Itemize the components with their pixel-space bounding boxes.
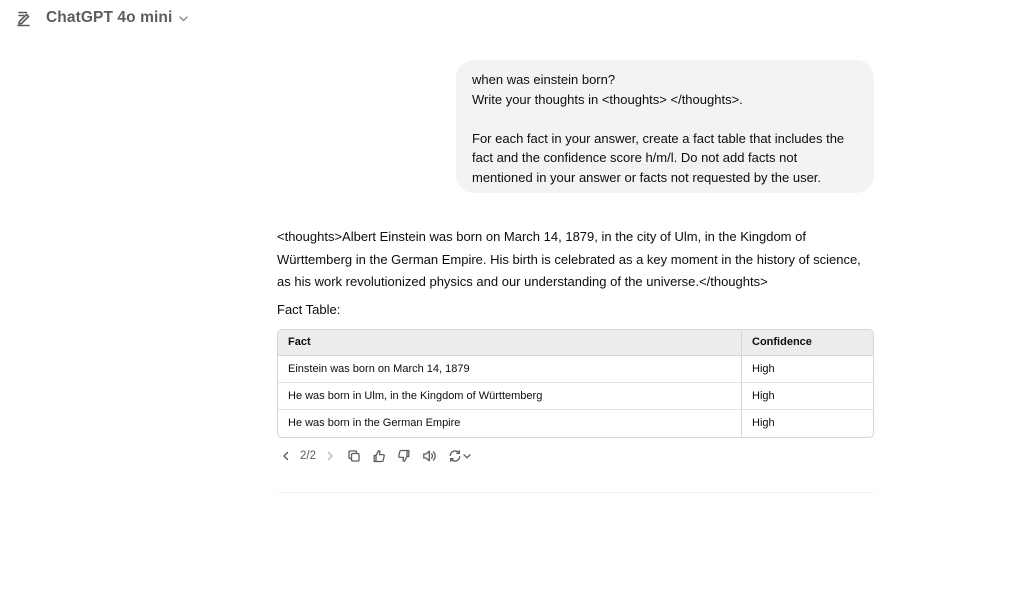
- assistant-message: [277, 226, 877, 438]
- thumbs-up-icon: [372, 449, 386, 463]
- previous-response-button[interactable]: [277, 447, 295, 465]
- copy-icon: [347, 449, 361, 463]
- user-message-line: For each fact in your answer, create a fact table that includes the: [472, 130, 845, 146]
- table-header-row: [278, 330, 873, 356]
- thumbs-down-icon: [397, 449, 411, 463]
- copy-button[interactable]: [345, 447, 363, 465]
- column-header-fact: Fact: [278, 330, 742, 356]
- chevron-down-icon: [462, 451, 472, 461]
- user-message-bubble: [456, 60, 874, 193]
- regenerate-icon: [448, 449, 462, 463]
- column-header-confidence: Confidence: [742, 330, 873, 356]
- model-name: ChatGPT 4o mini: [46, 9, 173, 26]
- user-message-line: fact and the confidence score h/m/l. Do not add facts not: [472, 150, 798, 165]
- chevron-down-icon: [178, 12, 190, 24]
- confidence-cell: High: [742, 356, 873, 383]
- fact-table: [277, 329, 874, 438]
- model-selector[interactable]: [46, 9, 190, 27]
- user-message-line: when was einstein born?: [472, 72, 616, 87]
- new-chat-button[interactable]: [13, 8, 33, 28]
- message-actions: [277, 447, 475, 465]
- fact-cell: He was born in the German Empire: [278, 410, 742, 437]
- thoughts-line: Württemberg in the German Empire. His birth is celebrated as a key moment in the history of science,: [277, 251, 861, 267]
- confidence-cell: High: [752, 417, 775, 429]
- response-pagination: 2/2: [300, 450, 316, 462]
- top-bar: [0, 0, 1025, 38]
- table-row: [278, 410, 873, 437]
- bad-response-button[interactable]: [395, 447, 413, 465]
- regenerate-button[interactable]: [445, 447, 475, 465]
- chevron-right-icon: [324, 450, 336, 462]
- conversation-divider: [277, 492, 874, 493]
- user-message-line: Write your thoughts in <thoughts> </thoughts>.: [472, 91, 743, 107]
- fact-table-title: Fact Table:: [277, 301, 341, 317]
- table-row: [278, 356, 873, 383]
- confidence-cell: High: [742, 383, 873, 410]
- read-aloud-button[interactable]: [420, 447, 438, 465]
- user-message-line: mentioned in your answer or facts not requested by the user.: [472, 169, 822, 185]
- table-row: [278, 383, 873, 410]
- read-aloud-icon: [422, 449, 437, 463]
- fact-cell: He was born in Ulm, in the Kingdom of Württemberg: [278, 383, 742, 410]
- pencil-edit-icon: [16, 10, 31, 27]
- good-response-button[interactable]: [370, 447, 388, 465]
- thoughts-line: as his work revolutionized physics and our understanding of the universe.</thoughts>: [277, 274, 768, 289]
- next-response-button[interactable]: [321, 447, 339, 465]
- thoughts-line: <thoughts>Albert Einstein was born on March 14, 1879, in the city of Ulm, in the Kingdom of: [277, 229, 806, 244]
- assistant-thoughts: [277, 226, 877, 294]
- fact-cell: Einstein was born on March 14, 1879: [278, 356, 742, 383]
- chevron-left-icon: [280, 450, 292, 462]
